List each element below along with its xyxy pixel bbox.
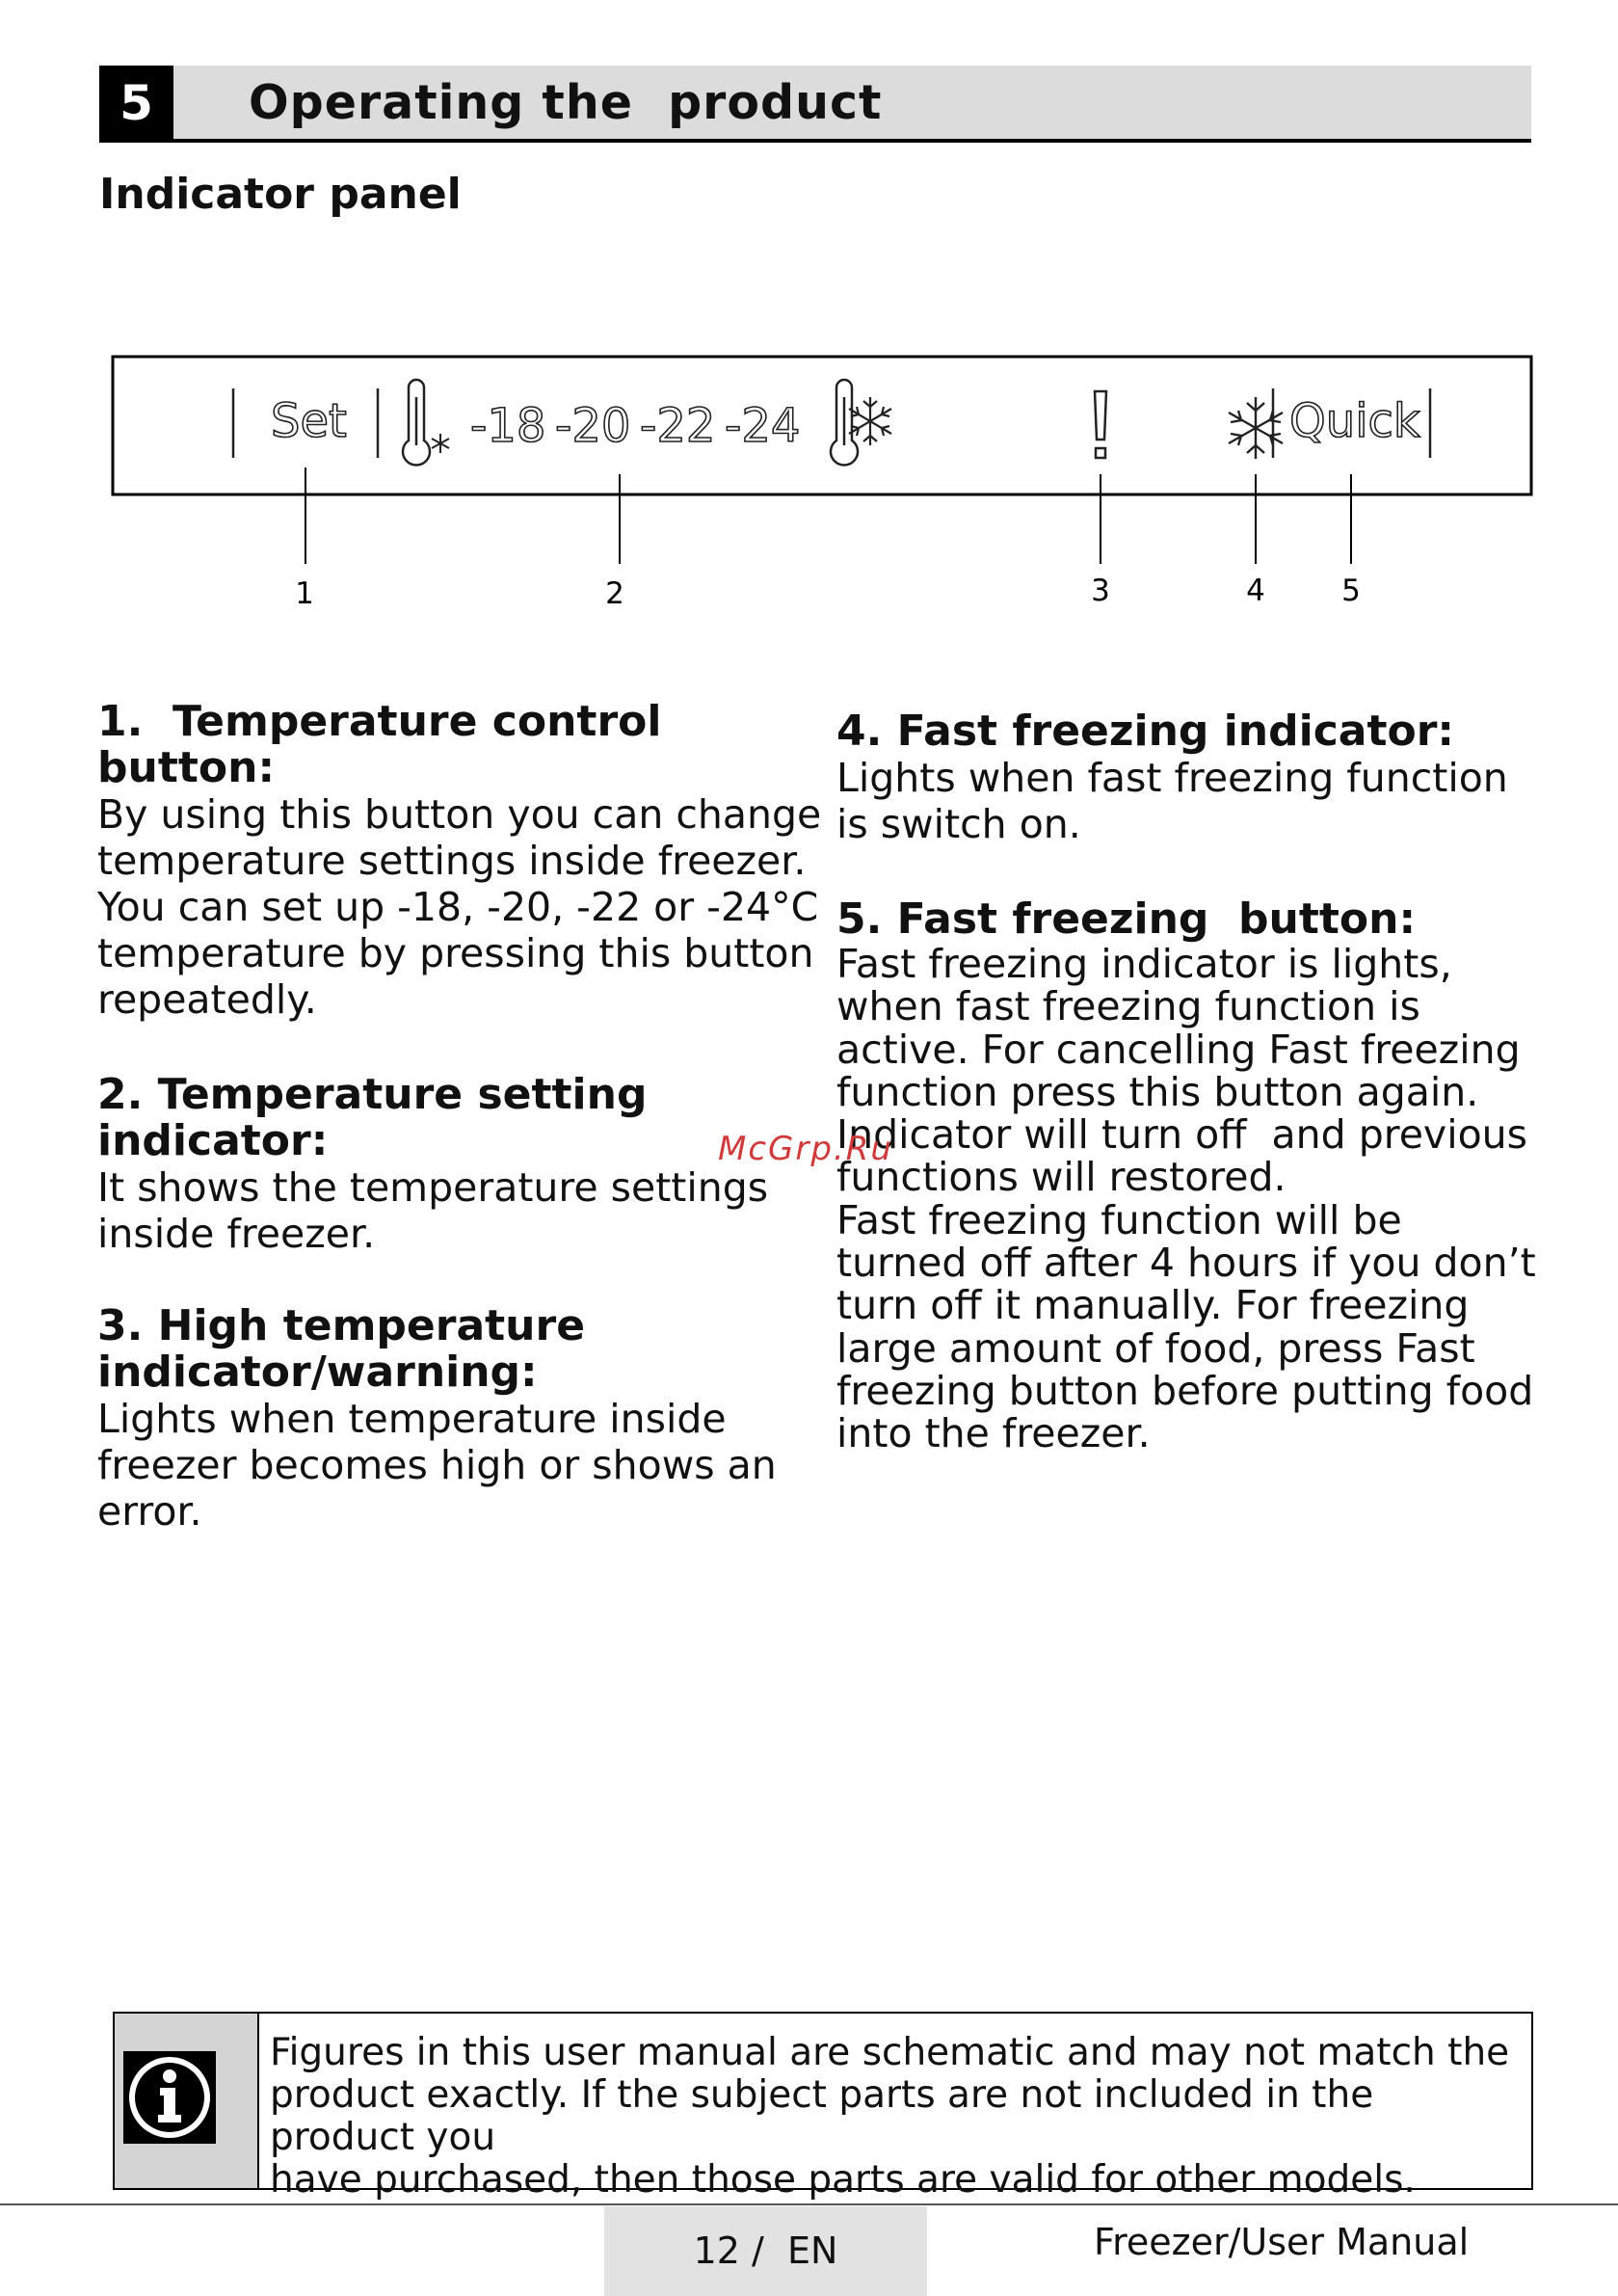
item-3-line: Lights when temperature inside [97, 1396, 727, 1442]
item-5-line: when fast freezing function is [836, 983, 1420, 1030]
item-5 [836, 896, 1607, 1455]
section-number: 5 [119, 75, 153, 131]
watermark: McGrp.Ru [718, 1130, 893, 1168]
item-4 [836, 708, 1588, 847]
item-4-line: is switch on. [836, 801, 1081, 847]
item-5-line: Fast freezing indicator is lights, [836, 941, 1452, 987]
item-5-line: freezing button before putting food [836, 1367, 1534, 1414]
item-3 [97, 1303, 849, 1535]
quick-label: Quick [1289, 394, 1420, 448]
item-1-line: You can set up -18, -20, -22 or -24°C [97, 884, 819, 930]
info-note-line: product exactly. If the subject parts are not included in the product you [270, 2073, 1374, 2159]
temp-label-20: -20 [555, 399, 631, 453]
page-number: 12 / EN [693, 2229, 838, 2272]
item-1 [97, 699, 849, 1023]
item-3-line: freezer becomes high or shows an [97, 1442, 777, 1488]
callout-number-1: 1 [295, 576, 314, 611]
section-header-rule [99, 139, 1531, 143]
item-3-title-line2: indicator/warning: [97, 1348, 538, 1397]
item-1-line: By using this button you can change [97, 791, 822, 838]
callout-number-2: 2 [605, 576, 624, 611]
temp-label-24: -24 [725, 399, 801, 453]
item-5-line: into the freezer. [836, 1410, 1151, 1457]
item-5-line: Indicator will turn off and previous [836, 1111, 1528, 1159]
footer-rule [0, 2203, 1618, 2205]
temp-label-22: -22 [640, 399, 716, 453]
thermometer-freeze-icon [831, 380, 891, 465]
indicator-panel-diagram [96, 337, 1547, 622]
item-2-line: inside freezer. [97, 1211, 376, 1257]
info-icon [123, 2051, 216, 2144]
item-5-line: function press this button again. [836, 1068, 1479, 1115]
info-note-separator [257, 2014, 259, 2188]
item-1-line: repeatedly. [97, 976, 317, 1023]
item-5-line: Fast freezing function will be [836, 1196, 1402, 1243]
snowflake-icon [1229, 397, 1283, 459]
item-1-title-line1: 1. Temperature control [97, 697, 662, 746]
item-4-title: 4. Fast freezing indicator: [836, 707, 1455, 756]
callout-number-3: 3 [1091, 574, 1110, 608]
item-5-line: turned off after 4 hours if you don’t [836, 1240, 1536, 1287]
callout-number-4: 4 [1246, 574, 1265, 608]
item-3-title-line1: 3. High temperature [97, 1301, 586, 1350]
item-5-line: functions will restored. [836, 1154, 1286, 1201]
temp-label-18: -18 [470, 399, 546, 453]
item-5-line: turn off it manually. For freezing [836, 1282, 1470, 1329]
item-5-line: active. For cancelling Fast freezing [836, 1026, 1521, 1073]
info-note-text [270, 2032, 1523, 2202]
item-1-line: temperature by pressing this button [97, 930, 814, 976]
set-label: Set [271, 394, 347, 448]
item-1-title-line2: button: [97, 743, 276, 792]
footer-document-title: Freezer/User Manual [1094, 2221, 1470, 2263]
item-2-line: It shows the temperature settings [97, 1164, 769, 1211]
item-5-title: 5. Fast freezing button: [836, 894, 1417, 944]
item-3-line: error. [97, 1488, 202, 1535]
section-title: Operating the product [249, 75, 883, 130]
callout-number-5: 5 [1341, 574, 1361, 608]
item-2-title-line2: indicator: [97, 1116, 329, 1165]
item-4-line: Lights when fast freezing function [836, 755, 1508, 801]
item-5-line: large amount of food, press Fast [836, 1324, 1475, 1372]
item-1-line: temperature settings inside freezer. [97, 838, 807, 884]
warning-icon [1095, 391, 1106, 458]
info-note-line: have purchased, then those parts are valid for other models. [270, 2158, 1416, 2202]
info-note-line: Figures in this user manual are schematic and may not match the [270, 2031, 1510, 2074]
thermometer-snowflake-icon [403, 380, 449, 465]
indicator-panel-heading: Indicator panel [99, 170, 462, 219]
item-2-title-line1: 2. Temperature setting [97, 1070, 648, 1119]
